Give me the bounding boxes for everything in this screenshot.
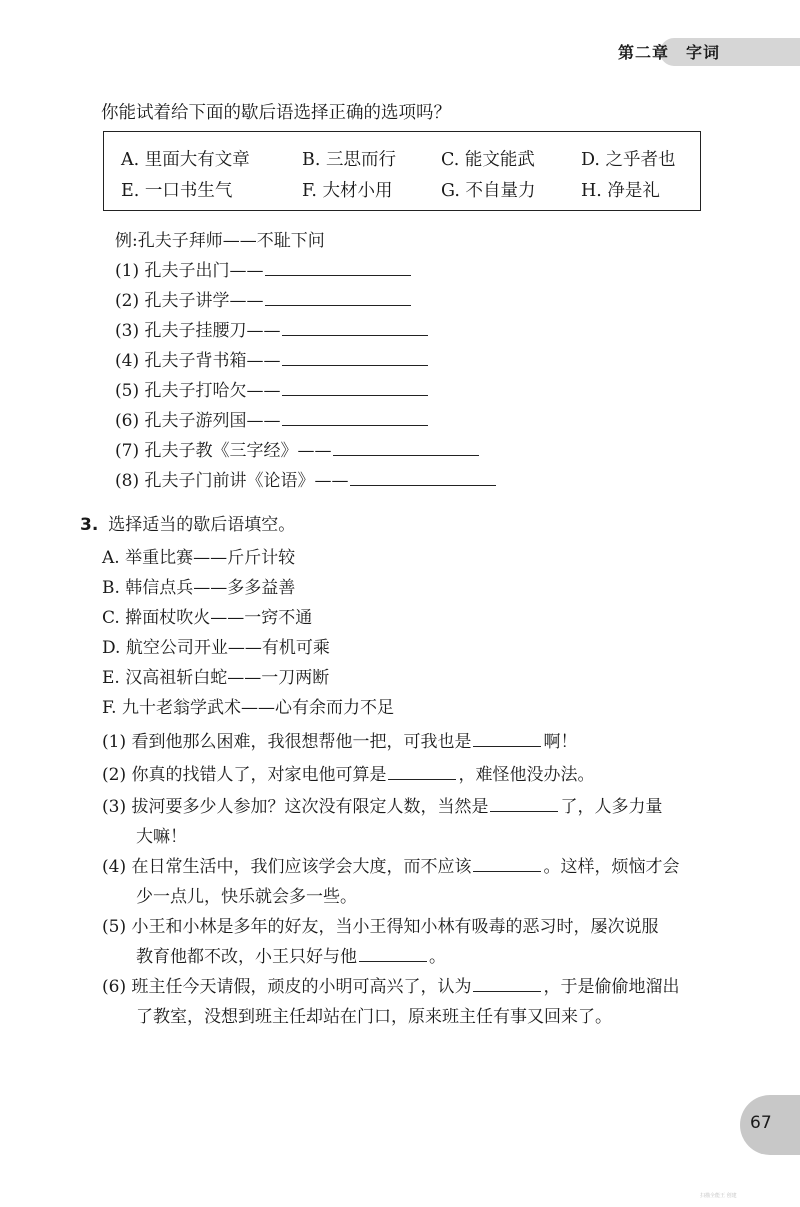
answer-blank[interactable] bbox=[473, 990, 541, 992]
choice-f: F. 九十老翁学武术——心有余而力不足 bbox=[102, 698, 394, 718]
answer-blank[interactable] bbox=[473, 745, 541, 747]
chapter-header: 第二章 字词 bbox=[618, 43, 721, 62]
list-item bbox=[115, 256, 411, 281]
list-item bbox=[115, 466, 496, 491]
item-text: 了，人多力量 bbox=[560, 797, 663, 817]
choice-c: C. 擀面杖吹火——一窍不通 bbox=[102, 608, 313, 628]
list-item bbox=[115, 286, 411, 311]
choice-d: D. 航空公司开业——有机可乘 bbox=[102, 638, 330, 658]
answer-blank[interactable] bbox=[388, 778, 456, 780]
item-text: (3) 拔河要多少人参加？这次没有限定人数，当然是 bbox=[102, 797, 489, 817]
item-text: (6) 孔夫子游列国—— bbox=[115, 411, 281, 431]
item-text: (4) 孔夫子背书箱—— bbox=[115, 351, 281, 371]
option-d: D. 之乎者也 bbox=[581, 150, 676, 170]
fill-item-6-continued: 了教室，没想到班主任却站在门口，原来班主任有事又回来了。 bbox=[136, 1007, 612, 1027]
watermark: 扫描全能王 创建 bbox=[700, 1193, 737, 1199]
item-text: (4) 在日常生活中，我们应该学会大度，而不应该 bbox=[102, 857, 472, 877]
option-g: G. 不自量力 bbox=[441, 181, 536, 201]
answer-blank[interactable] bbox=[282, 394, 428, 396]
fill-item-3-continued: 大嘛！ bbox=[136, 827, 187, 847]
item-text: (7) 孔夫子教《三字经》—— bbox=[115, 441, 332, 461]
item-text: ，于是偷偷地溜出 bbox=[543, 977, 680, 997]
answer-blank[interactable] bbox=[359, 960, 427, 962]
answer-blank[interactable] bbox=[265, 304, 411, 306]
choice-e: E. 汉高祖斩白蛇——一刀两断 bbox=[102, 668, 330, 688]
answer-blank[interactable] bbox=[265, 274, 411, 276]
item-text: (2) 你真的找错人了，对家电他可算是 bbox=[102, 765, 387, 785]
question-3-heading bbox=[80, 510, 295, 535]
list-item bbox=[115, 316, 428, 341]
answer-blank[interactable] bbox=[333, 454, 479, 456]
answer-blank[interactable] bbox=[282, 334, 428, 336]
fill-item-6 bbox=[102, 972, 679, 997]
option-b: B. 三思而行 bbox=[302, 150, 396, 170]
item-text: (8) 孔夫子门前讲《论语》—— bbox=[115, 471, 349, 491]
page-number: 67 bbox=[750, 1113, 772, 1133]
item-text: 啊！ bbox=[543, 732, 578, 752]
question-number: 3. bbox=[80, 515, 99, 535]
option-a: A. 里面大有文章 bbox=[121, 150, 250, 170]
question-intro: 你能试着给下面的歇后语选择正确的选项吗？ bbox=[101, 103, 451, 123]
item-text: (3) 孔夫子挂腰刀—— bbox=[115, 321, 281, 341]
question-prompt: 选择适当的歇后语填空。 bbox=[108, 515, 296, 535]
item-text: ，难怪他没办法。 bbox=[458, 765, 595, 785]
fill-item-4 bbox=[102, 852, 679, 877]
option-h: H. 净是礼 bbox=[581, 181, 660, 201]
item-text: (2) 孔夫子讲学—— bbox=[115, 291, 264, 311]
option-c: C. 能文能武 bbox=[441, 150, 535, 170]
list-item bbox=[115, 406, 428, 431]
item-text: (1) 孔夫子出门—— bbox=[115, 261, 264, 281]
answer-blank[interactable] bbox=[282, 424, 428, 426]
list-item bbox=[115, 376, 428, 401]
item-text: (5) 孔夫子打哈欠—— bbox=[115, 381, 281, 401]
list-item bbox=[115, 346, 428, 371]
example-line: 例:孔夫子拜师——不耻下问 bbox=[115, 231, 325, 251]
list-item bbox=[115, 436, 479, 461]
fill-item-3 bbox=[102, 792, 662, 817]
options-box bbox=[103, 131, 701, 211]
fill-item-2 bbox=[102, 760, 594, 785]
choice-a: A. 举重比赛——斤斤计较 bbox=[102, 548, 296, 568]
answer-blank[interactable] bbox=[282, 364, 428, 366]
item-text: 。这样，烦恼才会 bbox=[543, 857, 680, 877]
fill-item-1 bbox=[102, 727, 577, 752]
fill-item-5: (5) 小王和小林是多年的好友，当小王得知小林有吸毒的恶习时，屡次说服 bbox=[102, 917, 659, 937]
item-text: 。 bbox=[429, 947, 446, 967]
fill-item-5-continued bbox=[136, 942, 446, 967]
answer-blank[interactable] bbox=[350, 484, 496, 486]
answer-blank[interactable] bbox=[473, 870, 541, 872]
fill-item-4-continued: 少一点儿，快乐就会多一些。 bbox=[136, 887, 357, 907]
choice-b: B. 韩信点兵——多多益善 bbox=[102, 578, 296, 598]
item-text: 教育他都不改，小王只好与他 bbox=[136, 947, 357, 967]
item-text: (6) 班主任今天请假，顽皮的小明可高兴了，认为 bbox=[102, 977, 472, 997]
answer-blank[interactable] bbox=[490, 810, 558, 812]
option-e: E. 一口书生气 bbox=[121, 181, 233, 201]
option-f: F. 大材小用 bbox=[302, 181, 393, 201]
item-text: (1) 看到他那么困难，我很想帮他一把，可我也是 bbox=[102, 732, 472, 752]
